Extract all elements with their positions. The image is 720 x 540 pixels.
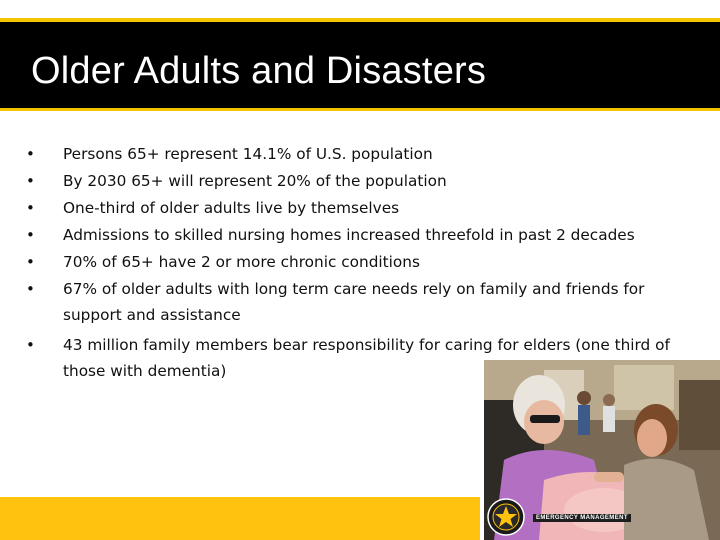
bullet-text: Persons 65+ represent 14.1% of U.S. population	[63, 145, 433, 163]
bullet-item	[22, 141, 672, 168]
bullet-item	[22, 276, 672, 328]
bullet-text: Admissions to skilled nursing homes increased threefold in past 2 decades	[63, 226, 635, 244]
bullet-list	[22, 141, 672, 384]
bullet-icon: •	[26, 145, 35, 163]
bullet-icon: •	[26, 280, 35, 298]
bullet-item	[22, 222, 672, 249]
bullet-text: 70% of 65+ have 2 or more chronic conditions	[63, 253, 420, 271]
bullet-item	[22, 195, 672, 222]
bullet-icon: •	[26, 336, 35, 354]
bullet-icon: •	[26, 172, 35, 190]
bullet-item	[22, 168, 672, 195]
army-star-seal-icon	[487, 498, 525, 536]
bullet-text: 67% of older adults with long term care needs rely on family and friends for support and assistance	[63, 280, 645, 324]
bullet-item	[22, 249, 672, 276]
title-underline	[0, 108, 720, 111]
bullet-icon: •	[26, 199, 35, 217]
bullet-text: One-third of older adults live by themselves	[63, 199, 400, 217]
slide-title: Older Adults and Disasters	[31, 50, 487, 92]
bullet-icon: •	[26, 226, 35, 244]
bullet-icon: •	[26, 253, 35, 271]
emergency-management-label: EMERGENCY MANAGEMENT	[533, 514, 631, 522]
bullet-text: 43 million family members bear responsibility for caring for elders (one third of those with dementia)	[63, 336, 670, 380]
bullet-text: By 2030 65+ will represent 20% of the population	[63, 172, 447, 190]
